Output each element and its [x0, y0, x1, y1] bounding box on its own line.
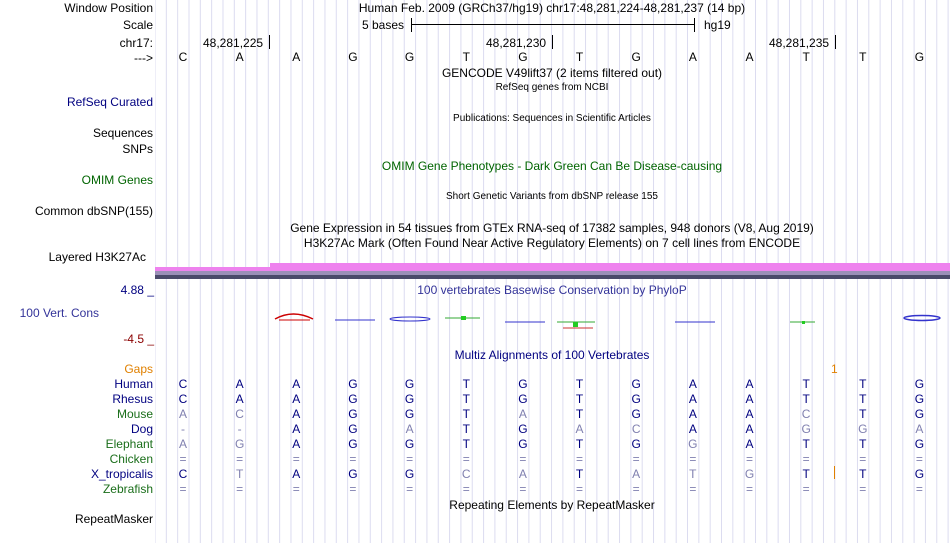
- alignment-base: =: [802, 452, 810, 466]
- alignment-base: A: [745, 392, 754, 406]
- alignment-base: =: [519, 482, 527, 496]
- window-position-value: Human Feb. 2009 (GRCh37/hg19) chr17:48,281,224-48,281,237 (14 bp): [358, 1, 746, 15]
- alignment-base: A: [688, 392, 697, 406]
- alignment-base: G: [914, 467, 925, 481]
- sequence-base: A: [745, 50, 754, 64]
- publications-track-subtitle[interactable]: Publications: Sequences in Scientific Articles: [453, 113, 651, 124]
- dbsnp-track-subtitle[interactable]: Short Genetic Variants from dbSNP release 155: [446, 191, 658, 202]
- alignment-base: =: [236, 482, 244, 496]
- gtex-track-title[interactable]: Gene Expression in 54 tissues from GTEx RNA-seq of 17382 samples, 948 donors (V8, Aug 2019): [290, 221, 814, 235]
- alignment-base: T: [859, 467, 867, 481]
- alignment-base: A: [178, 437, 187, 451]
- h3k27ac-track-title[interactable]: H3K27Ac Mark (Often Found Near Active Regulatory Elements) on 7 cell lines from ENCODE: [303, 236, 801, 250]
- multiz-track-title[interactable]: Multiz Alignments of 100 Vertebrates: [454, 348, 650, 362]
- alignment-base: =: [292, 482, 300, 496]
- alignment-base: =: [632, 482, 640, 496]
- alignment-base: T: [575, 407, 584, 421]
- alignment-base: T: [235, 467, 244, 481]
- coord-tick-label: 48,281,230: [486, 36, 547, 50]
- alignment-base: T: [859, 377, 867, 391]
- alignment-base: C: [235, 407, 244, 421]
- alignment-base: =: [292, 452, 300, 466]
- scale-text: 5 bases: [362, 18, 405, 32]
- alignment-base: A: [292, 437, 301, 451]
- alignment-base: =: [349, 482, 357, 496]
- sequence-base: C: [178, 50, 188, 64]
- sequence-base: G: [348, 50, 358, 64]
- alignment-base: C: [801, 407, 811, 421]
- phylop-max-label: 4.88 _: [120, 283, 154, 297]
- alignment-base: A: [292, 377, 301, 391]
- alignment-base: G: [744, 467, 755, 481]
- species-label[interactable]: Elephant: [105, 437, 153, 451]
- alignment-base: =: [859, 482, 867, 496]
- alignment-base: A: [575, 422, 584, 436]
- alignment-base: A: [235, 377, 244, 391]
- gaps-marker: 1: [831, 362, 838, 376]
- alignment-base: T: [575, 467, 584, 481]
- scale-bar-right-cap: [694, 18, 695, 32]
- alignment-base: A: [178, 407, 187, 421]
- alignment-base: =: [236, 452, 244, 466]
- cons-track-label[interactable]: 100 Vert. Cons: [19, 306, 99, 320]
- repeatmasker-track-label[interactable]: RepeatMasker: [74, 512, 153, 526]
- alignment-base: G: [914, 377, 925, 391]
- species-label[interactable]: Mouse: [116, 407, 153, 421]
- coord-tick-mark: [552, 35, 553, 49]
- alignment-base: =: [576, 452, 584, 466]
- alignment-base: =: [462, 452, 470, 466]
- species-label[interactable]: Human: [114, 377, 153, 391]
- alignment-base: -: [181, 422, 185, 436]
- window-position-label: Window Position: [64, 1, 153, 15]
- alignment-base: A: [235, 392, 244, 406]
- alignment-base: A: [688, 377, 697, 391]
- alignment-base: A: [745, 377, 754, 391]
- phylop-wiggle: [155, 305, 950, 335]
- alignment-base: G: [518, 437, 528, 451]
- sequence-base: A: [235, 50, 244, 64]
- alignment-base: =: [462, 482, 470, 496]
- h3k27ac-signal-high: [270, 263, 950, 271]
- alignment-base: A: [292, 422, 301, 436]
- gencode-track-title[interactable]: GENCODE V49lift37 (2 items filtered out): [441, 66, 663, 80]
- omim-track-label[interactable]: OMIM Genes: [81, 173, 153, 187]
- alignment-base: =: [406, 482, 414, 496]
- sequence-base: G: [518, 50, 528, 64]
- alignment-base: =: [859, 452, 867, 466]
- alignment-base: T: [462, 392, 470, 406]
- alignment-base: T: [575, 392, 584, 406]
- alignment-base: T: [462, 377, 470, 391]
- alignment-base: G: [631, 437, 641, 451]
- alignment-base: =: [915, 482, 923, 496]
- alignment-base: G: [631, 377, 641, 391]
- alignment-base: G: [234, 437, 245, 451]
- dbsnp-track-label[interactable]: Common dbSNP(155): [34, 204, 153, 218]
- alignment-base: G: [404, 377, 415, 391]
- alignment-base: G: [858, 422, 868, 436]
- alignment-base: G: [404, 392, 415, 406]
- alignment-base: G: [348, 377, 358, 391]
- snps-track-label[interactable]: SNPs: [122, 142, 153, 156]
- alignment-base: T: [462, 437, 470, 451]
- gap-indicator: [834, 466, 835, 479]
- coord-tick-label: 48,281,235: [769, 36, 830, 50]
- alignment-base: G: [404, 467, 415, 481]
- alignment-base: =: [406, 452, 414, 466]
- species-label[interactable]: Rhesus: [112, 392, 153, 406]
- alignment-base: A: [292, 467, 301, 481]
- sequence-base: G: [914, 50, 925, 64]
- phylop-min-label: -4.5 _: [123, 332, 154, 346]
- alignment-base: A: [745, 422, 754, 436]
- alignment-base: T: [802, 377, 810, 391]
- omim-track-title[interactable]: OMIM Gene Phenotypes - Dark Green Can Be Disease-causing: [381, 159, 723, 173]
- alignment-base: A: [632, 467, 641, 481]
- alignment-base: A: [405, 422, 414, 436]
- alignment-base: -: [237, 422, 242, 436]
- alignment-base: C: [461, 467, 471, 481]
- alignment-base: C: [178, 377, 188, 391]
- alignment-base: G: [348, 392, 358, 406]
- gaps-label: Gaps: [124, 362, 153, 376]
- alignment-base: A: [688, 422, 697, 436]
- phylop-track-title[interactable]: 100 vertebrates Basewise Conservation by PhyloP: [417, 283, 687, 297]
- chrom-label: chr17:: [119, 36, 153, 50]
- alignment-base: T: [689, 467, 697, 481]
- scale-assembly: hg19: [704, 18, 731, 32]
- alignment-base: T: [802, 467, 810, 481]
- alignment-base: G: [348, 422, 358, 436]
- alignment-base: =: [689, 452, 697, 466]
- alignment-base: =: [745, 452, 753, 466]
- h3k27ac-track-label[interactable]: Layered H3K27Ac: [48, 250, 146, 264]
- scale-bar: [411, 24, 695, 25]
- alignment-base: C: [631, 422, 641, 436]
- alignment-base: A: [688, 407, 697, 421]
- alignment-base: =: [179, 452, 187, 466]
- sequences-track-label[interactable]: Sequences: [92, 126, 153, 140]
- alignment-base: =: [802, 482, 810, 496]
- sequence-base: G: [631, 50, 641, 64]
- alignment-base: G: [404, 437, 415, 451]
- sequence-base: G: [404, 50, 415, 64]
- sequence-base: T: [575, 50, 584, 64]
- sequence-base: T: [802, 50, 810, 64]
- alignment-base: T: [462, 407, 470, 421]
- alignment-base: G: [348, 467, 358, 481]
- alignment-base: G: [518, 377, 528, 391]
- scale-label: Scale: [122, 18, 153, 32]
- alignment-base: A: [745, 437, 754, 451]
- strand-label: --->: [134, 51, 153, 65]
- alignment-base: G: [631, 392, 641, 406]
- alignment-base: =: [349, 452, 357, 466]
- alignment-base: T: [859, 407, 867, 421]
- alignment-base: G: [631, 407, 641, 421]
- alignment-base: G: [518, 392, 528, 406]
- alignment-base: G: [404, 407, 415, 421]
- alignment-base: =: [519, 452, 527, 466]
- refseq-track-label[interactable]: RefSeq Curated: [66, 95, 153, 109]
- alignment-base: T: [859, 437, 867, 451]
- sequence-base: T: [462, 50, 470, 64]
- alignment-base: G: [518, 422, 528, 436]
- species-label[interactable]: Dog: [130, 422, 153, 436]
- h3k27ac-base: [155, 275, 950, 279]
- alignment-base: G: [801, 422, 811, 436]
- coord-tick-mark: [269, 35, 270, 49]
- alignment-base: T: [462, 422, 470, 436]
- alignment-base: =: [745, 482, 753, 496]
- alignment-base: T: [802, 437, 810, 451]
- alignment-base: T: [575, 377, 584, 391]
- alignment-base: =: [689, 482, 697, 496]
- alignment-base: G: [688, 437, 698, 451]
- alignment-base: G: [348, 407, 358, 421]
- alignment-base: T: [859, 392, 867, 406]
- alignment-base: A: [518, 467, 527, 481]
- species-label[interactable]: Chicken: [109, 452, 153, 466]
- scale-bar-left-cap: [411, 18, 412, 32]
- alignment-base: G: [348, 437, 358, 451]
- repeatmasker-track-title[interactable]: Repeating Elements by RepeatMasker: [449, 498, 655, 512]
- sequence-base: T: [859, 50, 867, 64]
- alignment-base: =: [632, 452, 640, 466]
- sequence-base: A: [688, 50, 697, 64]
- alignment-base: A: [292, 392, 301, 406]
- species-label[interactable]: Zebrafish: [102, 482, 153, 496]
- alignment-base: A: [292, 407, 301, 421]
- alignment-base: A: [915, 422, 924, 436]
- alignment-base: G: [914, 437, 925, 451]
- alignment-base: =: [576, 482, 584, 496]
- alignment-base: A: [518, 407, 527, 421]
- refseq-track-subtitle[interactable]: RefSeq genes from NCBI: [495, 82, 609, 93]
- alignment-base: C: [178, 467, 188, 481]
- alignment-base: T: [802, 392, 810, 406]
- alignment-base: =: [915, 452, 923, 466]
- alignment-base: T: [575, 437, 584, 451]
- species-label[interactable]: X_tropicalis: [90, 467, 153, 481]
- sequence-base: A: [292, 50, 301, 64]
- alignment-base: A: [745, 407, 754, 421]
- coord-tick-label: 48,281,225: [203, 36, 264, 50]
- alignment-base: C: [178, 392, 188, 406]
- alignment-base: G: [914, 407, 925, 421]
- alignment-base: =: [179, 482, 187, 496]
- alignment-base: G: [914, 392, 925, 406]
- coord-tick-mark: [835, 35, 836, 49]
